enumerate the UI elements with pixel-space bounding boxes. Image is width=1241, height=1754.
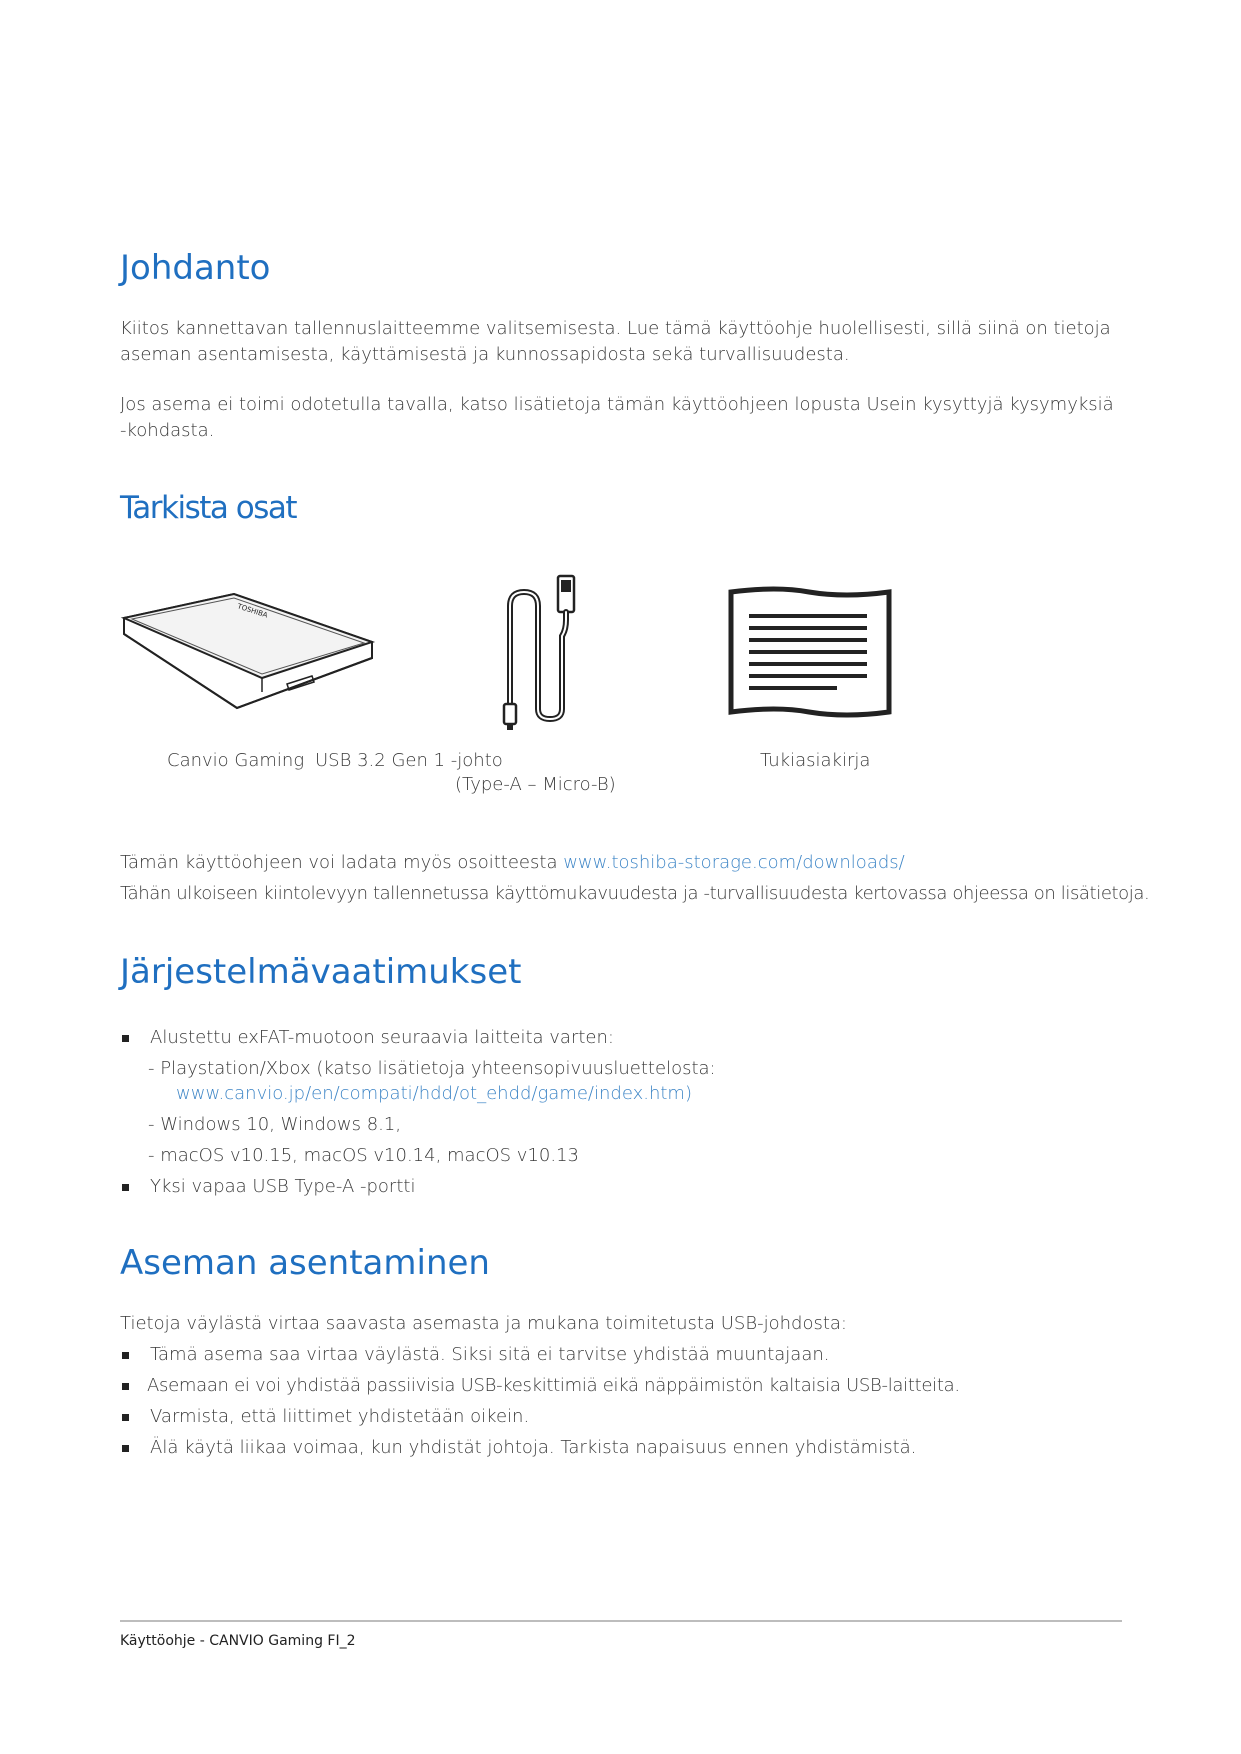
requirement-sub-1-link-line [176, 1081, 692, 1107]
requirement-item-2: Yksi vapaa USB Type-A -portti [150, 1176, 416, 1197]
heading-aseman-asentaminen: Aseman asentaminen [120, 1243, 490, 1283]
requirement-sub-1: - Playstation/Xbox (katso lisätietoja yhteensopivuusluettelosta: [148, 1058, 716, 1079]
bullet-icon [122, 1352, 129, 1359]
requirement-item-1: Alustettu exFAT-muotoon seuraavia laitteita varten: [150, 1027, 614, 1048]
heading-johdanto: Johdanto [120, 248, 271, 288]
bullet-icon [122, 1445, 129, 1452]
bullet-icon [122, 1035, 129, 1042]
caption-cable-line-1: USB 3.2 Gen 1 -johto [315, 750, 503, 771]
caption-cable-line-2: (Type-A – Micro-B) [455, 774, 616, 795]
bullet-icon [122, 1383, 129, 1390]
compatibility-link-close: ) [684, 1083, 692, 1104]
intro-paragraph-2-line-1: Jos asema ei toimi odotetulla tavalla, katso lisätietoja tämän käyttöohjeen lopusta Usein kysyttyjä kysymyksiä [120, 394, 1114, 415]
install-bullet-2: Asemaan ei voi yhdistää passiivisia USB-keskittimiä eikä näppäimistön kaltaisia USB-laitteita. [147, 1375, 960, 1396]
footer-text: Käyttöohje - CANVIO Gaming FI_2 [120, 1633, 356, 1649]
caption-drive: Canvio Gaming [167, 750, 305, 771]
intro-paragraph-1-line-2: aseman asentamisesta, käyttämisestä ja kunnossapidosta sekä turvallisuudesta. [120, 344, 850, 365]
install-bullet-3: Varmista, että liittimet yhdistetään oikein. [150, 1406, 530, 1427]
usb-cable-illustration [490, 574, 590, 734]
download-note [120, 850, 905, 876]
drive-illustration [122, 592, 380, 710]
download-link[interactable]: www.toshiba-storage.com/downloads/ [563, 852, 905, 873]
heading-tarkista-osat: Tarkista osat [120, 490, 297, 526]
bullet-icon [122, 1414, 129, 1421]
download-prefix: Tämän käyttöohjeen voi ladata myös osoitteesta [120, 852, 564, 873]
document-illustration [727, 586, 893, 718]
svg-text:TOSHIBA: TOSHIBA [236, 602, 269, 620]
bullet-icon [122, 1184, 129, 1191]
caption-document: Tukiasiakirja [760, 750, 871, 771]
requirement-sub-2: - Windows 10, Windows 8.1, [148, 1114, 402, 1135]
install-bullet-4: Älä käytä liikaa voimaa, kun yhdistät johtoja. Tarkista napaisuus ennen yhdistämistä. [150, 1437, 917, 1458]
intro-paragraph-1-line-1: Kiitos kannettavan tallennuslaitteemme valitsemisesta. Lue tämä käyttöohje huolellisesti, sillä siinä on tietoja [120, 318, 1111, 339]
intro-paragraph-2-line-2: -kohdasta. [120, 420, 215, 441]
footer-divider [120, 1620, 1122, 1622]
safety-note: Tähän ulkoiseen kiintolevyyn tallennetussa käyttömukavuudesta ja -turvallisuudesta kertovassa ohjeessa on lisätietoja. [120, 883, 1150, 904]
requirement-sub-3: - macOS v10.15, macOS v10.14, macOS v10.13 [148, 1145, 579, 1166]
compatibility-link[interactable]: www.canvio.jp/en/compati/hdd/ot_ehdd/game/index.htm [176, 1083, 685, 1104]
install-intro: Tietoja väylästä virtaa saavasta asemasta ja mukana toimitetusta USB-johdosta: [120, 1313, 847, 1334]
heading-jarjestelmavaatimukset: Järjestelmävaatimukset [120, 952, 522, 992]
install-bullet-1: Tämä asema saa virtaa väylästä. Siksi sitä ei tarvitse yhdistää muuntajaan. [150, 1344, 830, 1365]
